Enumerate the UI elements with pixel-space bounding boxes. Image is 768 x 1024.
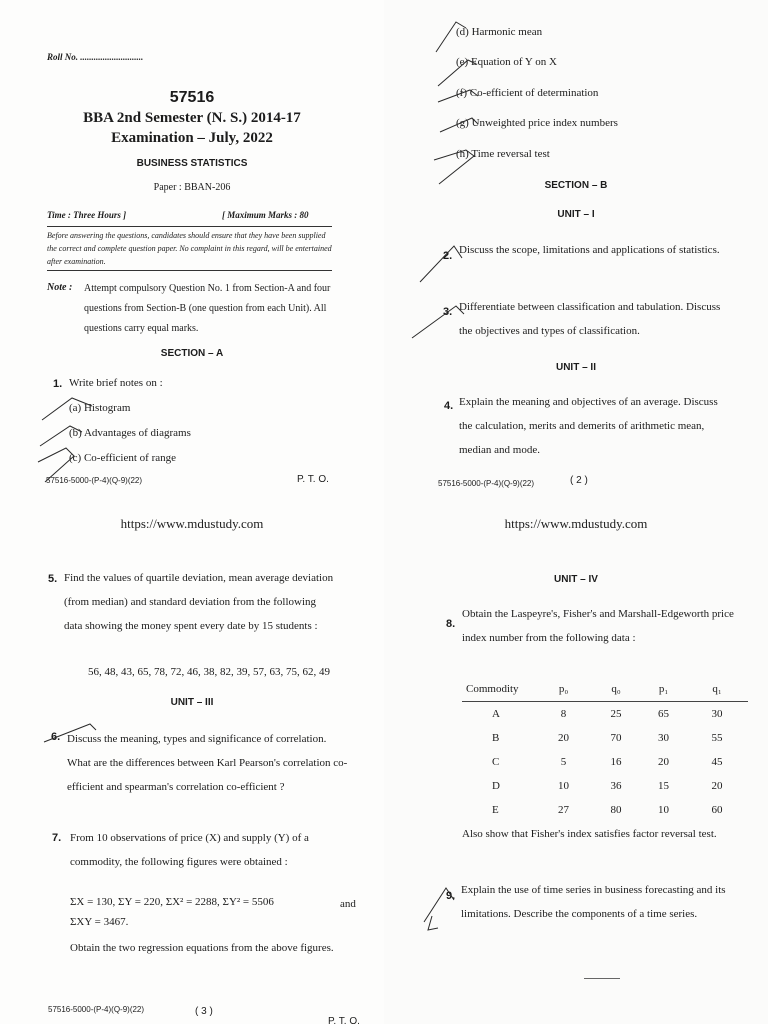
table-cell: 8 [560, 708, 567, 720]
table-cell: 70 [610, 732, 622, 744]
table-header-cell: p₀ [536, 677, 591, 702]
page-4 [384, 512, 768, 1024]
formula-line: ΣX = 130, ΣY = 220, ΣX² = 2288, ΣY² = 5506 [70, 896, 274, 908]
table-header-cell: Commodity [462, 677, 536, 702]
table-header-cell: q₁ [686, 677, 748, 702]
page-2 [384, 0, 768, 512]
question-number: 5. [48, 573, 58, 585]
table-cell: 20 [558, 732, 569, 744]
formula-conjunction: and [340, 898, 356, 910]
exam-title: Examination – July, 2022 [111, 130, 273, 146]
unit-heading: UNIT – IV [554, 574, 598, 585]
section-a-heading: SECTION – A [160, 348, 224, 359]
unit-heading: UNIT – I [557, 209, 595, 220]
table-cell: 55 [711, 732, 723, 744]
question-text: Write brief notes on : [69, 377, 163, 389]
pen-tick-marks [384, 512, 768, 1024]
question-number: 1. [53, 378, 63, 390]
question-number: 2. [443, 250, 453, 262]
question-item: (a) Histogram [69, 402, 131, 414]
question-text: Obtain the Laspeyre's, Fisher's and Marshall-Edgeworth price index number from the following data : [462, 608, 734, 644]
table-cell: 27 [558, 804, 569, 816]
table-cell: 30 [711, 708, 723, 720]
website-url: https://www.mdustudy.com [504, 516, 648, 531]
note-text: Attempt compulsory Question No. 1 from Section-A and four questions from Section-B (one question from each Unit). All questions carry equal marks. [84, 283, 331, 334]
question-text: From 10 observations of price (X) and supply (Y) of a commodity, the following figures were obtained : [70, 832, 309, 868]
table-cell: 80 [610, 804, 622, 816]
table-cell: 20 [711, 780, 723, 792]
pen-tick-marks [0, 512, 384, 1024]
unit-heading: UNIT – II [555, 362, 596, 373]
question-number: 4. [444, 400, 454, 412]
question-text: Find the values of quartile deviation, mean average deviation (from median) and standard deviation from the following data showing the money spent every date by 15 students : [64, 572, 334, 632]
table-cell: 15 [658, 780, 669, 792]
question-number: 7. [52, 832, 62, 844]
question-item: (b) Advantages of diagrams [69, 427, 191, 439]
question-number: 3. [443, 306, 453, 318]
table-cell: 10 [658, 804, 669, 816]
unit-heading: UNIT – III [170, 697, 214, 708]
table-cell: 60 [711, 804, 723, 816]
question-item: (c) Co-efficient of range [69, 452, 176, 464]
question-number: 9. [446, 890, 456, 902]
note-label: Note : [47, 282, 73, 293]
table-cell: E [492, 804, 499, 816]
question-item: (e) Equation of Y on X [456, 56, 557, 68]
pto-marker: P. T. O. [297, 474, 329, 485]
table-cell: B [492, 732, 500, 744]
time-limit: Time : Three Hours ] [47, 210, 127, 220]
table-cell: 5 [560, 756, 567, 768]
table-cell: D [492, 780, 500, 792]
question-text: Differentiate between classification and tabulation. Discuss the objectives and types of classification. [459, 301, 721, 337]
data-values: 56, 48, 43, 65, 78, 72, 46, 38, 82, 39, 57, 63, 75, 62, 49 [88, 666, 330, 678]
paper-number: Paper : BBAN-206 [153, 182, 231, 193]
pen-tick-marks [0, 0, 384, 512]
page-number: ( 2 ) [570, 475, 588, 486]
table-cell: A [492, 708, 500, 720]
question-number: 6. [51, 731, 61, 743]
page-footer-code: 57516-5000-(P-4)(Q-9)(22) [48, 1005, 145, 1014]
section-b-heading: SECTION – B [544, 180, 608, 191]
page-footer-code: 57516-5000-(P-4)(Q-9)(22) [46, 476, 143, 485]
page-footer-code: 57516-5000-(P-4)(Q-9)(22) [438, 479, 535, 488]
page-3 [0, 512, 384, 1024]
table-cell: C [492, 756, 500, 768]
page-1 [0, 0, 384, 512]
page-number: ( 3 ) [195, 1006, 213, 1017]
formula-line: ΣXY = 3467. [70, 916, 129, 928]
paper-code: 57516 [169, 89, 215, 106]
table-header-cell: p₁ [641, 677, 686, 702]
table-cell: 20 [658, 756, 669, 768]
table-cell: 36 [610, 780, 622, 792]
question-item: (f) Co-efficient of determination [456, 87, 599, 99]
question-text: Obtain the two regression equations from the above figures. [70, 942, 334, 954]
question-item: (h) Time reversal test [456, 148, 550, 160]
table-cell: 30 [658, 732, 669, 744]
question-number: 8. [446, 618, 456, 630]
table-cell: 25 [610, 708, 622, 720]
roll-number-field: Roll No. ............................ [47, 52, 144, 62]
question-text: Also show that Fisher's index satisfies factor reversal test. [462, 828, 717, 840]
question-text: Explain the use of time series in business forecasting and its limitations. Describe the components of a time series. [461, 884, 726, 920]
candidate-instructions: Before answering the questions, candidates should ensure that they have been supplied the correct and complete question paper. No complaint in this regard, will be entertained after examination. [47, 231, 332, 266]
question-text: Explain the meaning and objectives of an average. Discuss the calculation, merits and demerits of arithmetic mean, median and mode. [459, 396, 718, 456]
question-item: (g) Unweighted price index numbers [456, 117, 618, 129]
course-title: BBA 2nd Semester (N. S.) 2014-17 [83, 110, 301, 126]
question-text: Discuss the meaning, types and significance of correlation. What are the differences between Karl Pearson's correlation co-efficient and spearman's correlation co-efficient ? [67, 733, 348, 793]
pto-marker: P. T. O. [328, 1016, 360, 1024]
table-cell: 10 [558, 780, 569, 792]
website-url: https://www.mdustudy.com [120, 516, 264, 531]
pen-tick-marks [384, 0, 768, 512]
maximum-marks: [ Maximum Marks : 80 [222, 210, 309, 220]
question-item: (d) Harmonic mean [456, 26, 543, 38]
table-cell: 45 [711, 756, 723, 768]
table-cell: 16 [610, 756, 622, 768]
question-text: Discuss the scope, limitations and applications of statistics. [459, 244, 720, 256]
table-cell: 65 [658, 708, 669, 720]
subject-title: BUSINESS STATISTICS [136, 158, 248, 169]
table-header-cell: q₀ [591, 677, 641, 702]
